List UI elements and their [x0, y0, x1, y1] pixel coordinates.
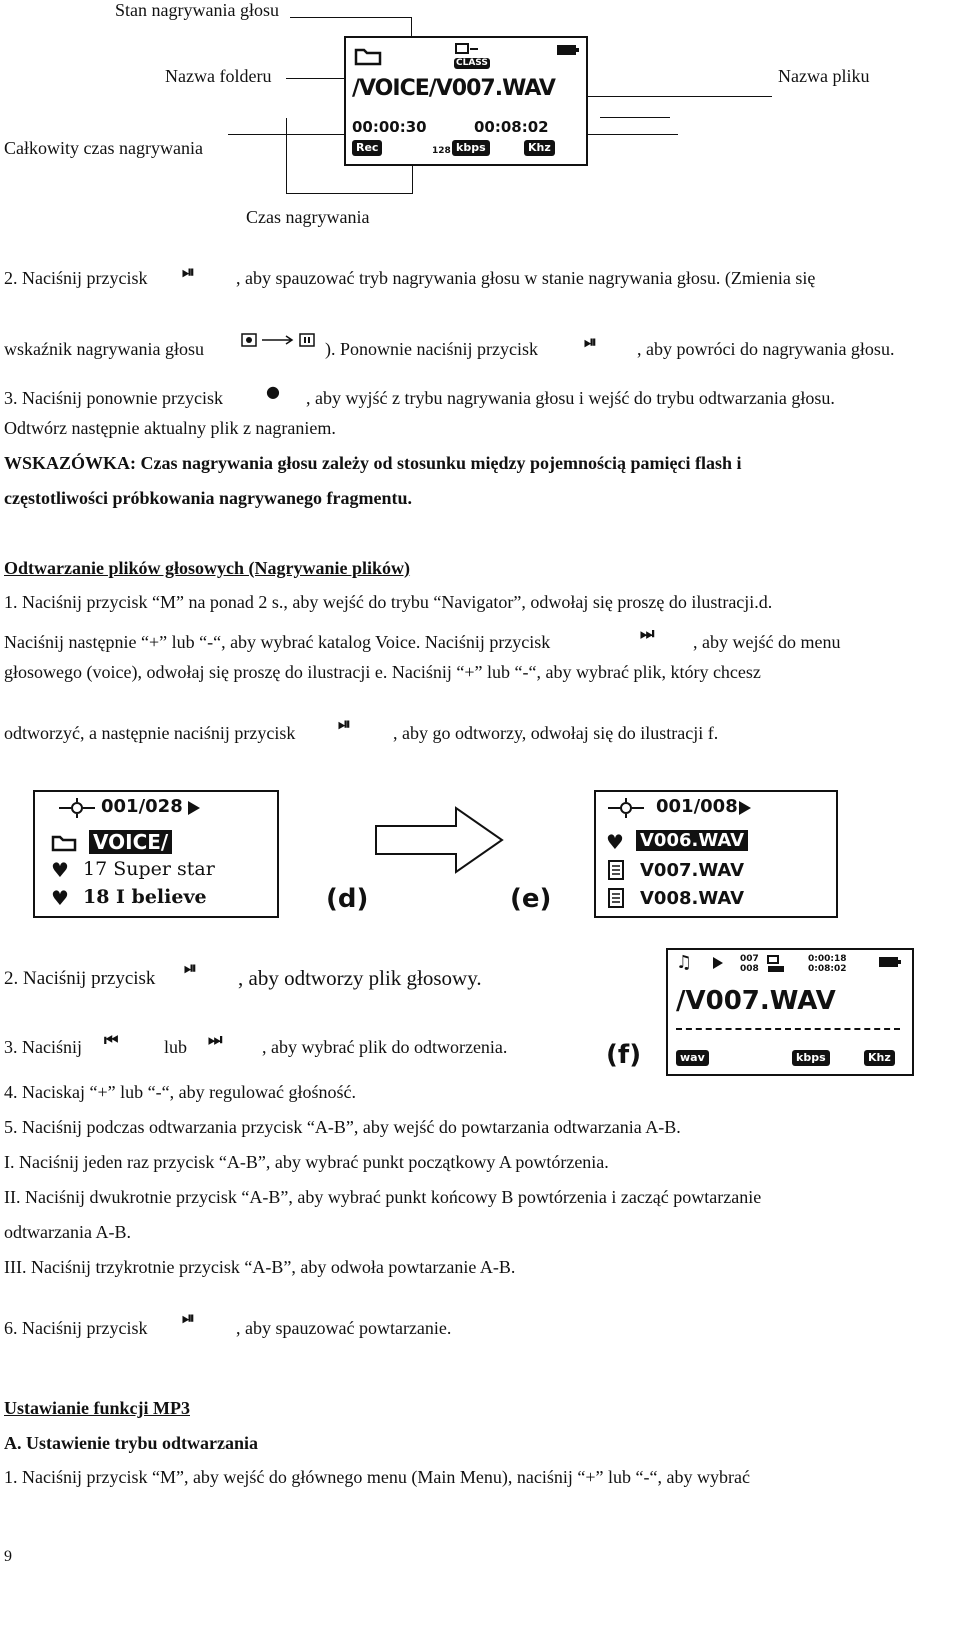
para3-text-a: 3. Naciśnij ponownie przycisk: [4, 388, 223, 408]
lcd-playback-screen: [666, 948, 914, 1076]
play-pause-icon: ⏯: [182, 262, 194, 281]
playback-line2b: , aby wejść do menu: [693, 632, 841, 652]
playback-line4a: odtworzyć, a następnie naciśnij przycisk: [4, 723, 296, 743]
playback-heading: Odtwarzanie plików głosowych (Nagrywanie plików): [4, 558, 411, 578]
lcd-voice-list-screen: [594, 790, 838, 918]
lcd-d-item2: 18 I believe: [83, 886, 207, 908]
lcd-d-counter: 001/028: [101, 796, 183, 817]
record-indicator-change-icon: [240, 332, 322, 350]
record-icon: ●: [266, 382, 279, 401]
battery-icon: [878, 956, 902, 968]
callout-rec-time-label: Czas nagrywania: [246, 207, 370, 227]
stepIII-text: III. Naciśnij trzykrotnie przycisk “A-B”, aby odwoła powtarzanie A-B.: [4, 1257, 516, 1277]
lcd-f-num-bot: 008: [740, 964, 759, 974]
kbps-badge: kbps: [792, 1050, 830, 1066]
lcd-f-divider: [676, 1028, 900, 1030]
play-pause-icon: ⏯: [584, 332, 596, 351]
callout-status-label: Stan nagrywania głosu: [115, 0, 279, 20]
step4-text: 4. Naciskaj “+” lub “-“, aby regulować głośność.: [4, 1082, 357, 1102]
wav-badge: wav: [676, 1050, 709, 1066]
bitrate-prefix: 128: [432, 146, 451, 156]
step5-text: 5. Naciśnij podczas odtwarzania przycisk “A-B”, aby wejść do powtarzania odtwarzania A-B.: [4, 1117, 681, 1137]
para2-text-d: ). Ponownie naciśnij przycisk: [325, 339, 538, 359]
play-arrow-icon: [738, 800, 752, 816]
playback-line3: głosowego (voice), odwołaj się proszę do ilustracji e. Naciśnij “+” lub “-“, aby wybrać plik, który chcesz: [4, 662, 761, 682]
para2-text-e: , aby powróci do nagrywania głosu.: [637, 339, 895, 359]
lcd-time-total: 00:08:02: [474, 118, 549, 136]
next-icon: ⏭: [208, 1030, 222, 1049]
para2-text-b: , aby spauzować tryb nagrywania głosu w stanie nagrywania głosu. (Zmienia się: [236, 268, 816, 288]
kbps-badge: kbps: [452, 140, 490, 156]
page-number: 9: [4, 1548, 12, 1565]
lcd-f-filename: /V007.WAV: [676, 986, 836, 1016]
label-e: (e): [510, 884, 552, 914]
playback-line1: 1. Naciśnij przycisk “M” na ponad 2 s., aby wejść do trybu “Navigator”, odwołaj się proszę do ilustracji.d.: [4, 592, 773, 612]
label-f: (f): [606, 1040, 642, 1070]
stepII-text-line2: odtwarzania A-B.: [4, 1222, 131, 1242]
step3-text-a: 3. Naciśnij: [4, 1037, 82, 1057]
mp3-subheading: A. Ustawienie trybu odtwarzania: [4, 1433, 258, 1453]
lcd-e-counter: 001/008: [656, 796, 738, 817]
voice-status-icon: [766, 954, 786, 974]
callout-total-time-label: Całkowity czas nagrywania: [4, 138, 203, 158]
lcd-e-item3: V008.WAV: [640, 888, 745, 909]
folder-icon: [51, 834, 77, 852]
lcd-record-screen: [344, 36, 588, 166]
lcd-e-item1: V006.WAV: [636, 830, 748, 851]
label-d: (d): [326, 884, 369, 914]
para2-text-c: wskaźnik nagrywania głosu: [4, 339, 204, 359]
lcd-path: /VOICE/V007.WAV: [352, 76, 555, 101]
callout-line: [286, 118, 287, 194]
callout-line: [600, 117, 670, 118]
play-arrow-icon: [187, 800, 201, 816]
khz-badge: Khz: [524, 140, 555, 156]
mp3-line1: 1. Naciśnij przycisk “M”, aby wejść do głównego menu (Main Menu), naciśnij “+” lub “-“, aby wybrać: [4, 1467, 750, 1487]
para3-text-b: , aby wyjść z trybu nagrywania głosu i wejść do trybu odtwarzania głosu.: [306, 388, 835, 408]
step2-text-a: 2. Naciśnij przycisk: [4, 968, 156, 989]
callout-file-label: Nazwa pliku: [778, 66, 870, 86]
voice-status-icon: [454, 42, 482, 56]
prev-icon: ⏮: [104, 1030, 118, 1049]
khz-badge: Khz: [864, 1050, 895, 1066]
para3-text-c: Odtwórz następnie aktualny plik z nagraniem.: [4, 418, 336, 438]
document-icon: [608, 888, 624, 908]
step3-text-c: , aby wybrać plik do odtworzenia.: [262, 1037, 508, 1057]
callout-line: [290, 17, 412, 18]
navigator-icon: [604, 798, 648, 818]
playback-line4b: , aby go odtworzy, odwołaj się do ilustracji f.: [393, 723, 719, 743]
lcd-f-time-top: 0:00:18: [808, 954, 847, 964]
para2-text-a: 2. Naciśnij przycisk: [4, 268, 148, 288]
rec-badge: Rec: [352, 140, 382, 156]
folder-icon: [354, 46, 382, 66]
step2-text-b: , aby odtworzy plik głosowy.: [238, 966, 482, 990]
playback-line2a: Naciśnij następnie “+” lub “-“, aby wybrać katalog Voice. Naciśnij przycisk: [4, 632, 551, 652]
step6-text-b: , aby spauzować powtarzanie.: [236, 1318, 452, 1338]
lcd-f-num-top: 007: [740, 954, 759, 964]
play-pause-icon: ⏯: [182, 1308, 194, 1327]
lcd-d-item1: 17 Super star: [83, 858, 215, 880]
callout-folder-label: Nazwa folderu: [165, 66, 272, 86]
callout-line: [286, 193, 412, 194]
note-icon: ♫: [676, 952, 693, 973]
heart-icon: ♥: [606, 830, 624, 854]
heart-icon: ♥: [51, 886, 69, 910]
class-badge: CLASS: [456, 58, 488, 68]
lcd-time-elapsed: 00:00:30: [352, 118, 427, 136]
tip-line2: częstotliwości próbkowania nagrywanego fragmentu.: [4, 488, 412, 508]
stepI-text: I. Naciśnij jeden raz przycisk “A-B”, aby wybrać punkt początkowy A powtórzenia.: [4, 1152, 609, 1172]
battery-icon: [556, 44, 580, 56]
navigator-icon: [55, 798, 99, 818]
document-icon: [608, 860, 624, 880]
play-arrow-icon: [712, 956, 724, 970]
play-pause-icon: ⏯: [338, 714, 350, 733]
step3-text-b: lub: [164, 1037, 188, 1057]
mp3-heading: Ustawianie funkcji MP3: [4, 1398, 190, 1418]
tip-line1: WSKAZÓWKA: Czas nagrywania głosu zależy od stosunku między pojemnością pamięci flash i: [4, 453, 742, 473]
arrow-right-icon: [374, 806, 504, 874]
lcd-navigator-screen: [33, 790, 279, 918]
lcd-f-time-bot: 0:08:02: [808, 964, 847, 974]
heart-icon: ♥: [51, 858, 69, 882]
step6-text-a: 6. Naciśnij przycisk: [4, 1318, 148, 1338]
play-pause-icon: ⏯: [184, 958, 196, 977]
next-icon: ⏭: [640, 624, 654, 643]
lcd-d-folder: VOICE/: [89, 830, 172, 854]
stepII-text-line1: II. Naciśnij dwukrotnie przycisk “A-B”, aby wybrać punkt końcowy B powtórzenia i zacząć powtarzanie: [4, 1187, 762, 1207]
lcd-e-item2: V007.WAV: [640, 860, 745, 881]
